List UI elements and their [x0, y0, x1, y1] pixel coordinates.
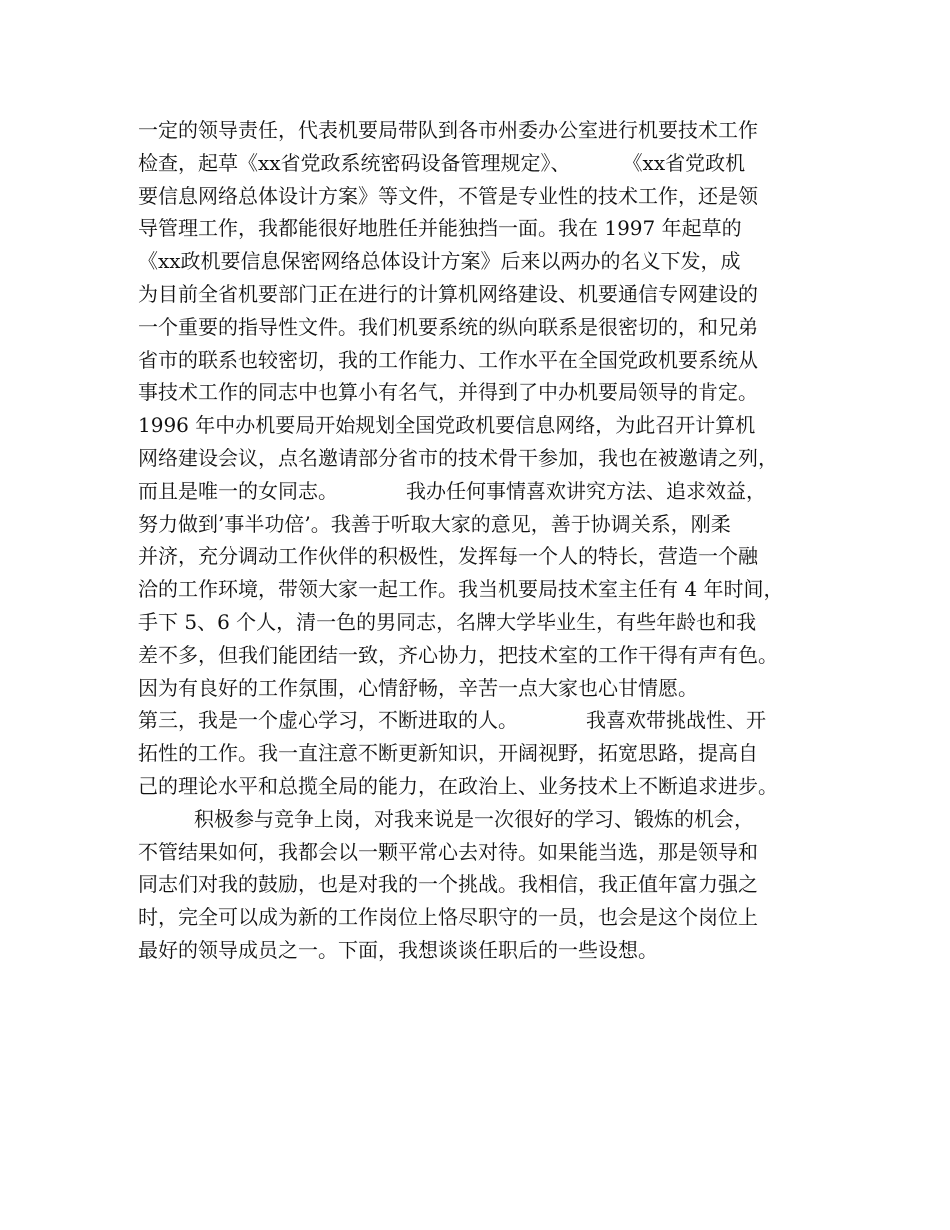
- text-line: 最好的领导成员之一。下面，我想谈谈任职后的一些设想。: [138, 937, 658, 962]
- text-line: [138, 147, 838, 180]
- text-line: 1996 年中办机要局开始规划全国党政机要信息网络，为此召开计算机: [138, 413, 756, 438]
- text-line: 网络建设会议，点名邀请部分省市的技术骨干参加，我也在被邀请之列，: [138, 445, 778, 470]
- text-line: [138, 704, 838, 737]
- text-line: 省市的联系也较密切，我的工作能力、工作水平在全国党政机要系统从: [138, 347, 758, 372]
- text-segment: 积极参与竞争上岗，对我来说是一次很好的学习、锻炼的机会，: [194, 806, 754, 831]
- text-line: 一个重要的指导性文件。我们机要系统的纵向联系是很密切的，和兄弟: [138, 314, 758, 339]
- text-segment: 而且是唯一的女同志。: [138, 478, 338, 503]
- text-segment: 检查，起草《xx省党政系统密码设备管理规定》、: [138, 150, 571, 175]
- text-line: [138, 803, 838, 836]
- text-line: 时，完全可以成为新的工作岗位上恪尽职守的一员，也会是这个岗位上: [138, 905, 758, 930]
- text-line: 导管理工作，我都能很好地胜任并能独挡一面。我在 1997 年起草的: [138, 216, 742, 241]
- text-line: 差不多，但我们能团结一致，齐心协力，把技术室的工作干得有声有色。: [138, 642, 778, 667]
- text-line: 因为有良好的工作氛围，心情舒畅，辛苦一点大家也心甘情愿。: [138, 675, 698, 700]
- text-line: 手下 5、6 个人，清一色的男同志，名牌大学毕业生，有些年龄也和我: [138, 609, 757, 634]
- text-line: 努力做到’事半功倍’。我善于听取大家的意见，善于协调关系，刚柔: [138, 511, 731, 536]
- text-line: 同志们对我的鼓励，也是对我的一个挑战。我相信，我正值年富力强之: [138, 872, 758, 897]
- text-segment: 我办任何事情喜欢讲究方法、追求效益，: [406, 478, 766, 503]
- text-line: 洽的工作环境，带领大家一起工作。我当机要局技术室主任有 4 年时间，: [138, 577, 784, 602]
- text-line: 不管结果如何，我都会以一颗平常心去对待。如果能当选，那是领导和: [138, 839, 758, 864]
- text-line: 拓性的工作。我一直注意不断更新知识，开阔视野，拓宽思路，提高自: [138, 741, 758, 766]
- text-segment: 我喜欢带挑战性、开: [586, 708, 766, 733]
- text-line: 并济，充分调动工作伙伴的积极性，发挥每一个人的特长，营造一个融: [138, 544, 758, 569]
- text-line: 为目前全省机要部门正在进行的计算机网络建设、机要通信专网建设的: [138, 281, 758, 306]
- text-segment: 《xx省党政机: [622, 150, 746, 175]
- body-text: [138, 114, 838, 967]
- text-line: 己的理论水平和总揽全局的能力，在政治上、业务技术上不断追求进步。: [138, 773, 778, 798]
- text-line: 要信息网络总体设计方案》等文件，不管是专业性的技术工作，还是领: [138, 183, 758, 208]
- text-line: 《xx政机要信息保密网络总体设计方案》后来以两办的名义下发，成: [138, 249, 741, 274]
- text-segment: 第三，我是一个虚心学习，不断进取的人。: [138, 708, 518, 733]
- text-line: 事技术工作的同志中也算小有名气，并得到了中办机要局领导的肯定。: [138, 380, 758, 405]
- text-line: [138, 475, 838, 508]
- text-line: 一定的领导责任，代表机要局带队到各市州委办公室进行机要技术工作: [138, 118, 758, 142]
